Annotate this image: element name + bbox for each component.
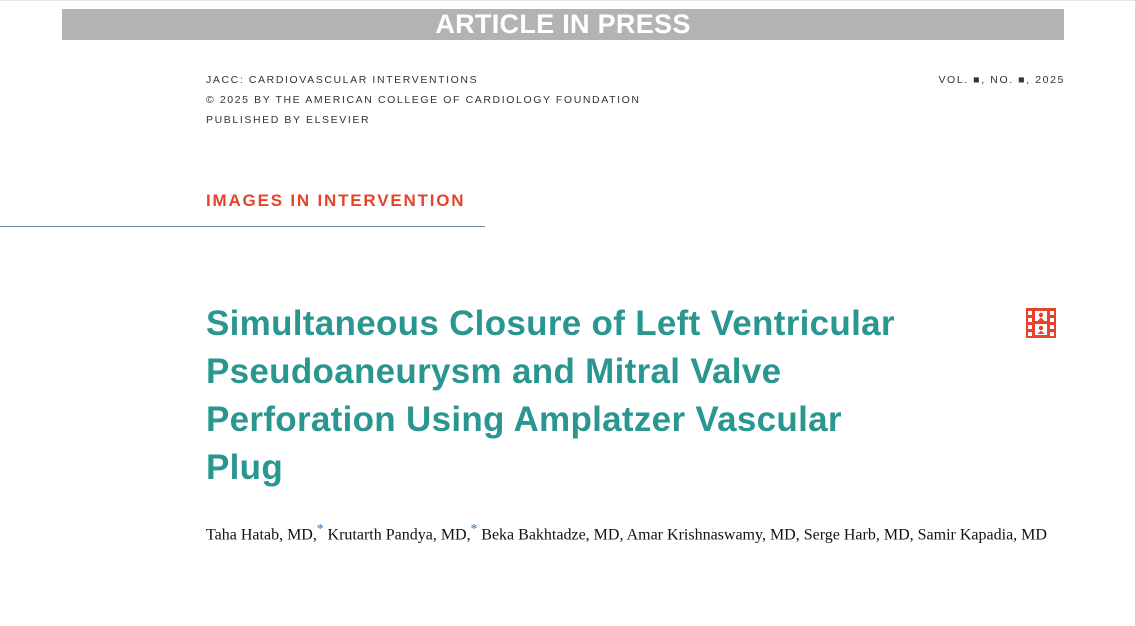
- article-title: Simultaneous Closure of Left Ventricular Pseudoaneurysm and Mitral Valve Perforation Using Amplatzer Vascular Plug: [206, 304, 895, 487]
- author-list: [206, 516, 1066, 547]
- article-in-press-banner: [62, 9, 1064, 40]
- equal-contribution-mark[interactable]: *: [470, 521, 478, 536]
- journal-publisher: PUBLISHED BY ELSEVIER: [206, 114, 371, 126]
- author-1: Taha Hatab, MD,: [206, 526, 317, 544]
- author-2: Krutarth Pandya, MD,: [327, 526, 471, 544]
- equal-contribution-mark[interactable]: *: [316, 521, 324, 536]
- top-edge-rule: [0, 0, 1135, 1]
- journal-name: JACC: CARDIOVASCULAR INTERVENTIONS: [206, 74, 479, 86]
- section-label: IMAGES IN INTERVENTION: [206, 191, 466, 210]
- journal-copyright: © 2025 BY THE AMERICAN COLLEGE OF CARDIOLOGY FOUNDATION: [206, 94, 641, 106]
- video-film-icon[interactable]: [1026, 308, 1056, 338]
- section-rule: [0, 226, 485, 227]
- volume-issue: VOL. ■, NO. ■, 2025: [938, 74, 1065, 86]
- author-rest: Beka Bakhtadze, MD, Amar Krishnaswamy, MD, Serge Harb, MD, Samir Kapadia, MD: [481, 526, 1047, 544]
- journal-info: [206, 70, 641, 130]
- banner-text: ARTICLE IN PRESS: [435, 9, 691, 39]
